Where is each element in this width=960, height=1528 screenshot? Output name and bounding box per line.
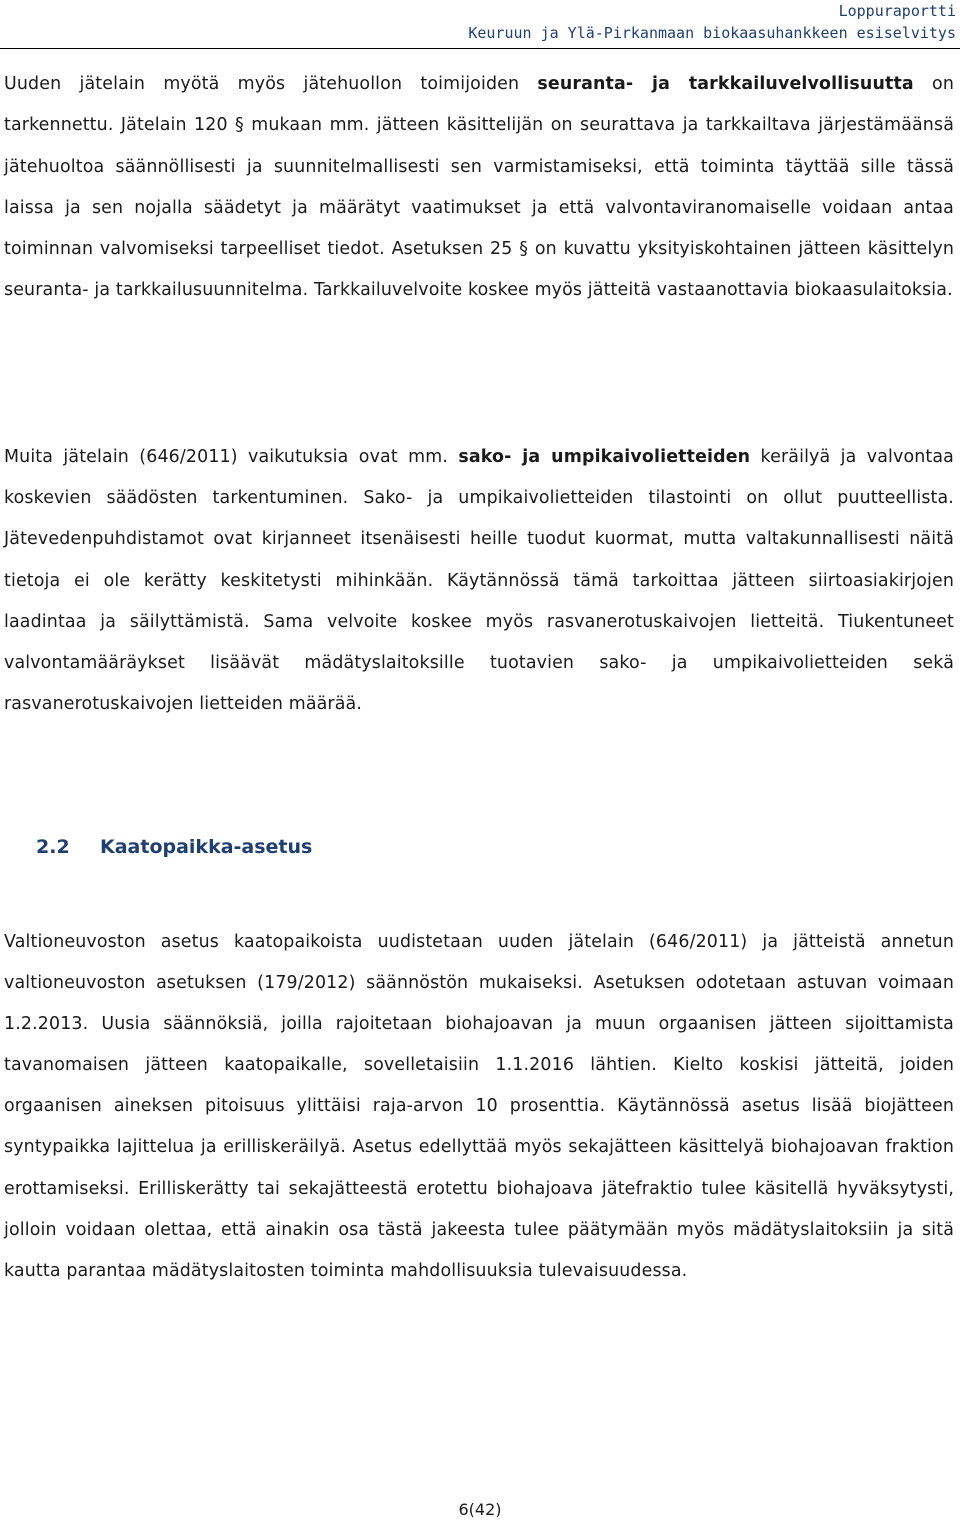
paragraph-sludge-collection bbox=[4, 437, 954, 725]
page-header bbox=[468, 0, 956, 44]
paragraph-text: Uuden jätelain myötä myös jätehuollon toimijoiden bbox=[4, 74, 538, 94]
page-number: 6(42) bbox=[458, 1500, 502, 1519]
paragraph-text: Muita jätelain (646/2011) vaikutuksia ovat mm. bbox=[4, 447, 459, 467]
project-title: Keuruun ja Ylä-Pirkanmaan biokaasuhankkeen esiselvitys bbox=[468, 24, 956, 42]
section-heading bbox=[36, 836, 312, 858]
emphasis-text: sako- ja umpikaivolietteiden bbox=[458, 447, 751, 467]
paragraph-landfill-decree: Valtioneuvoston asetus kaatopaikoista uudistetaan uuden jätelain (646/2011) ja jätteistä annetun valtioneuvoston asetuksen (179/2012) säännöstön mukaiseksi. Asetuksen odotetaan astuvan voimaan 1.2.2013. Uusia säännöksiä, joilla rajoitetaan biohajoavan ja muun orgaanisen jätteen sijoittamista tavanomaisen jätteen kaatopaikalle, sovelletaisiin 1.1.2016 lähtien. Kielto koskisi jätteitä, joiden orgaanisen aineksen pitoisuus ylittäisi raja-arvon 10 prosenttia. Käytännössä asetus lisää biojätteen syntypaikka lajittelua ja erilliskeräilyä. Asetus edellyttää myös sekajätteen käsittelyä biohajoavan fraktion erottamiseksi. Erilliskerätty tai sekajätteestä erotettu biohajoava jätefraktio tulee käsitellä hyväksytysti, jolloin voidaan olettaa, että ainakin osa tästä jakeesta tulee päätymään myös mädätyslaitoksiin ja sitä kautta parantaa mädätyslaitosten toiminta mahdollisuuksia tulevaisuudessa. bbox=[4, 932, 954, 1281]
header-divider bbox=[0, 48, 960, 49]
emphasis-text: seuranta- ja tarkkailuvelvollisuutta bbox=[537, 74, 914, 94]
section-title: Kaatopaikka-asetus bbox=[100, 836, 313, 858]
report-title: Loppuraportti bbox=[838, 2, 956, 20]
paragraph-text: on tarkennettu. Jätelain 120 § mukaan mm. jätteen käsittelijän on seurattava ja tarkkailtava järjestämäänsä jätehuoltoa säännöllisesti ja suunnitelmallisesti sen varmistamiseksi, että toiminta täyttää sille tässä laissa ja sen nojalla säädetyt ja määrätyt vaatimukset ja että valvontaviranomaiselle voidaan antaa toiminnan valvomiseksi tarpeelliset tiedot. Asetuksen 25 § on kuvattu yksityiskohtainen jätteen käsittelyn seuranta- ja tarkkailusuunnitelma. Tarkkailuvelvoite koskee myös jätteitä vastaanottavia biokaasulaitoksia. bbox=[4, 74, 955, 301]
paragraph-text: keräilyä ja valvontaa koskevien säädösten tarkentuminen. Sako- ja umpikaivolietteiden tilastointi on ollut puutteellista. Jätevedenpuhdistamot ovat kirjanneet itsenäisesti heille tuodut kuormat, mutta valtakunnallisesti näitä tietoja ei ole kerätty keskitetysti mihinkään. Käytännössä tämä tarkoittaa jätteen siirtoasiakirjojen laadintaa ja säilyttämistä. Sama velvoite koskee myös rasvanerotuskaivojen lietteitä. Tiukentuneet valvontamääräykset lisäävät mädätyslaitoksille tuotavien sako- ja umpikaivolietteiden sekä rasvanerotuskaivojen lietteiden määrää. bbox=[4, 447, 954, 715]
paragraph-monitoring-obligations bbox=[4, 64, 954, 312]
section-number: 2.2 bbox=[36, 836, 70, 858]
